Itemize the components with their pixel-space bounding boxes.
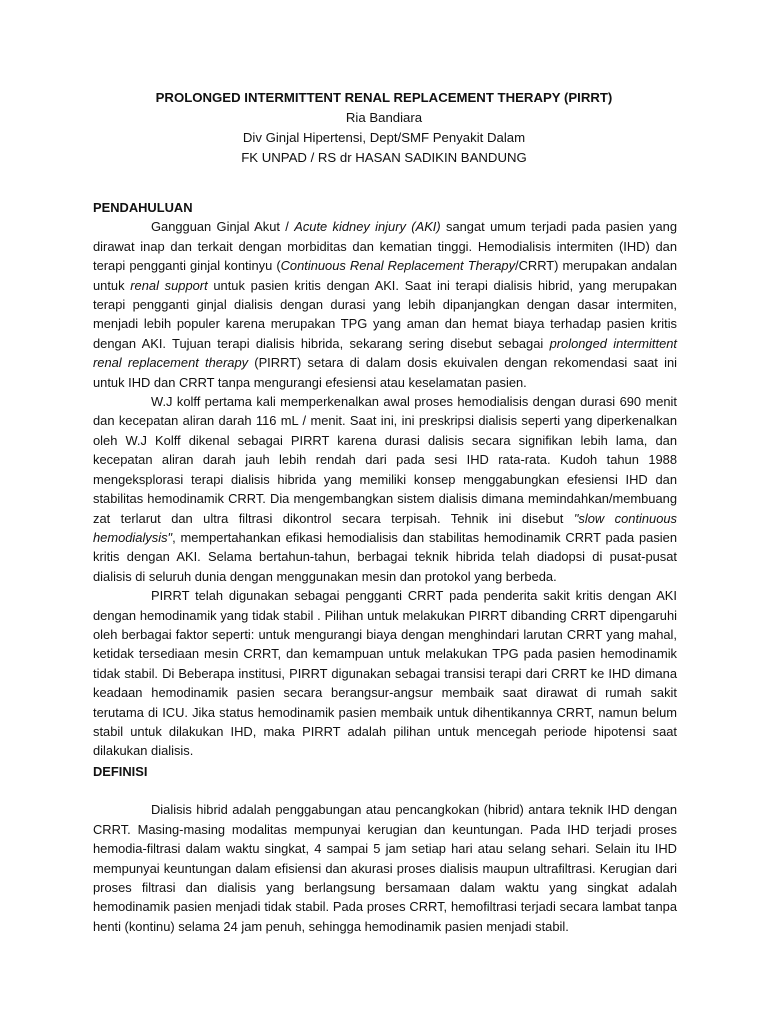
- document-header: [0, 88, 768, 168]
- document-title: PROLONGED INTERMITTENT RENAL REPLACEMENT THERAPY (PIRRT): [155, 90, 613, 105]
- author-name: Ria Bandiara: [345, 110, 423, 125]
- intro-paragraph-1: Gangguan Ginjal Akut / Acute kidney injury (AKI) sangat umum terjadi pada pasien yang dirawat inap dan terkait dengan morbiditas dan kematian tinggi. Hemodialisis intermiten (IHD) dan terapi pengganti ginjal kontinyu (Continuous Renal Replacement Therapy/CRRT) merupakan andalan untuk renal support untuk pasien kritis dengan AKI. Saat ini terapi dialisis hibrid, yang merupakan terapi pengganti ginjal dialisis dengan durasi yang lebih dipanjangkan dengan dasar intermiten, menjadi lebih populer karena merupakan TPG yang aman dan hemat biaya terhadap pasien kritis dengan AKI. Tujuan terapi dialisis hibrida, sekarang sering disebut sebagai prolonged intermittent renal replacement therapy (PIRRT) setara di dalam dosis ekuivalen dengan rekomendasi saat ini untuk IHD dan CRRT tanpa mengurangi efesiensi atau keselamatan pasien.: [93, 219, 677, 390]
- intro-paragraph-2: W.J kolff pertama kali memperkenalkan awal proses hemodialisis dengan durasi 690 menit dan kecepatan aliran darah 116 mL / menit. Saat ini, ini preskripsi dialisis seperti yang diperkenalkan oleh W.J Kolff dikenal sebagai PIRRT karena durasi dalisis secara signifikan lebih lama, dan kecepatan aliran darah jauh lebih rendah dari pada sesi IHD rata-rata. Kudoh tahun 1988 mengeksplorasi terapi dialisis hibrida yang memiliki konsep menggabungkan efesiensi IHD dan stabilitas hemodinamik CRRT. Dia mengembangkan sistem dialisis dimana memindahkan/membuang zat terlarut dan ultra filtrasi dikontrol secara terpisah. Tehnik ini disebut "slow continuous hemodialysis", mempertahankan efikasi hemodialisis dan stabilitas hemodinamik CRRT pada pasien kritis dengan AKI. Selama bertahun-tahun, berbagai teknik hibrida telah diadopsi di pusat-pusat dialisis di seluruh dunia dengan menggunakan mesin dan protokol yang berbeda.: [93, 394, 678, 584]
- author-institution: FK UNPAD / RS dr HASAN SADIKIN BANDUNG: [241, 150, 527, 165]
- heading-spacer: [93, 781, 677, 800]
- definition-paragraph-1: Dialisis hibrid adalah penggabungan atau pencangkokan (hibrid) antara teknik IHD dengan CRRT. Masing-masing modalitas mempunyai kerugian dan keuntungan. Pada IHD terjadi proses hemodia-filtrasi dalam waktu singkat, 4 sampai 5 jam setiap hari atau selang sehari. Selain itu IHD mempunyai keuntungan dalam efisiensi dan akurasi proses dialisis maupun ultrafiltrasi. Kerugian dari proses filtrasi dan dialisis yang berlangsung bersamaan dalam waktu yang singkat adalah hemodinamik pasien menjadi tidak stabil. Pada proses CRRT, hemofiltrasi terjadi secara lambat tanpa henti (kontinu) selama 24 jam penuh, sehingga hemodinamik pasien menjadi stabil.: [93, 802, 677, 934]
- section-heading-definisi: DEFINISI: [93, 764, 148, 779]
- section-pendahuluan: [93, 198, 677, 761]
- author-department: Div Ginjal Hipertensi, Dept/SMF Penyakit Dalam: [242, 130, 526, 145]
- section-heading-pendahuluan: PENDAHULUAN: [93, 200, 193, 215]
- section-definisi: [93, 762, 677, 936]
- intro-paragraph-3: PIRRT telah digunakan sebagai pengganti CRRT pada penderita sakit kritis dengan AKI dengan hemodinamik yang tidak stabil . Pilihan untuk melakukan PIRRT dibanding CRRT dipengaruhi oleh berbagai faktor seperti: untuk mengurangi biaya dengan menghindari larutan CRRT yang mahal, ketidak tersediaan mesin CRRT, dan kemampuan untuk melakukan TPG pada pasien hemodinamik tidak stabil. Di Beberapa institusi, PIRRT digunakan sebagai transisi terapi dari CRRT ke IHD dimana keadaan hemodinamik pasien secara berangsur-angsur membaik saat dirawat di rumah sakit terutama di ICU. Jika status hemodinamik pasien membaik untuk dihentikannya CRRT, namun belum stabil untuk dilakukan IHD, maka PIRRT adalah pilihan untuk mencegah periode hipotensi saat dilakukan dialisis.: [93, 588, 677, 759]
